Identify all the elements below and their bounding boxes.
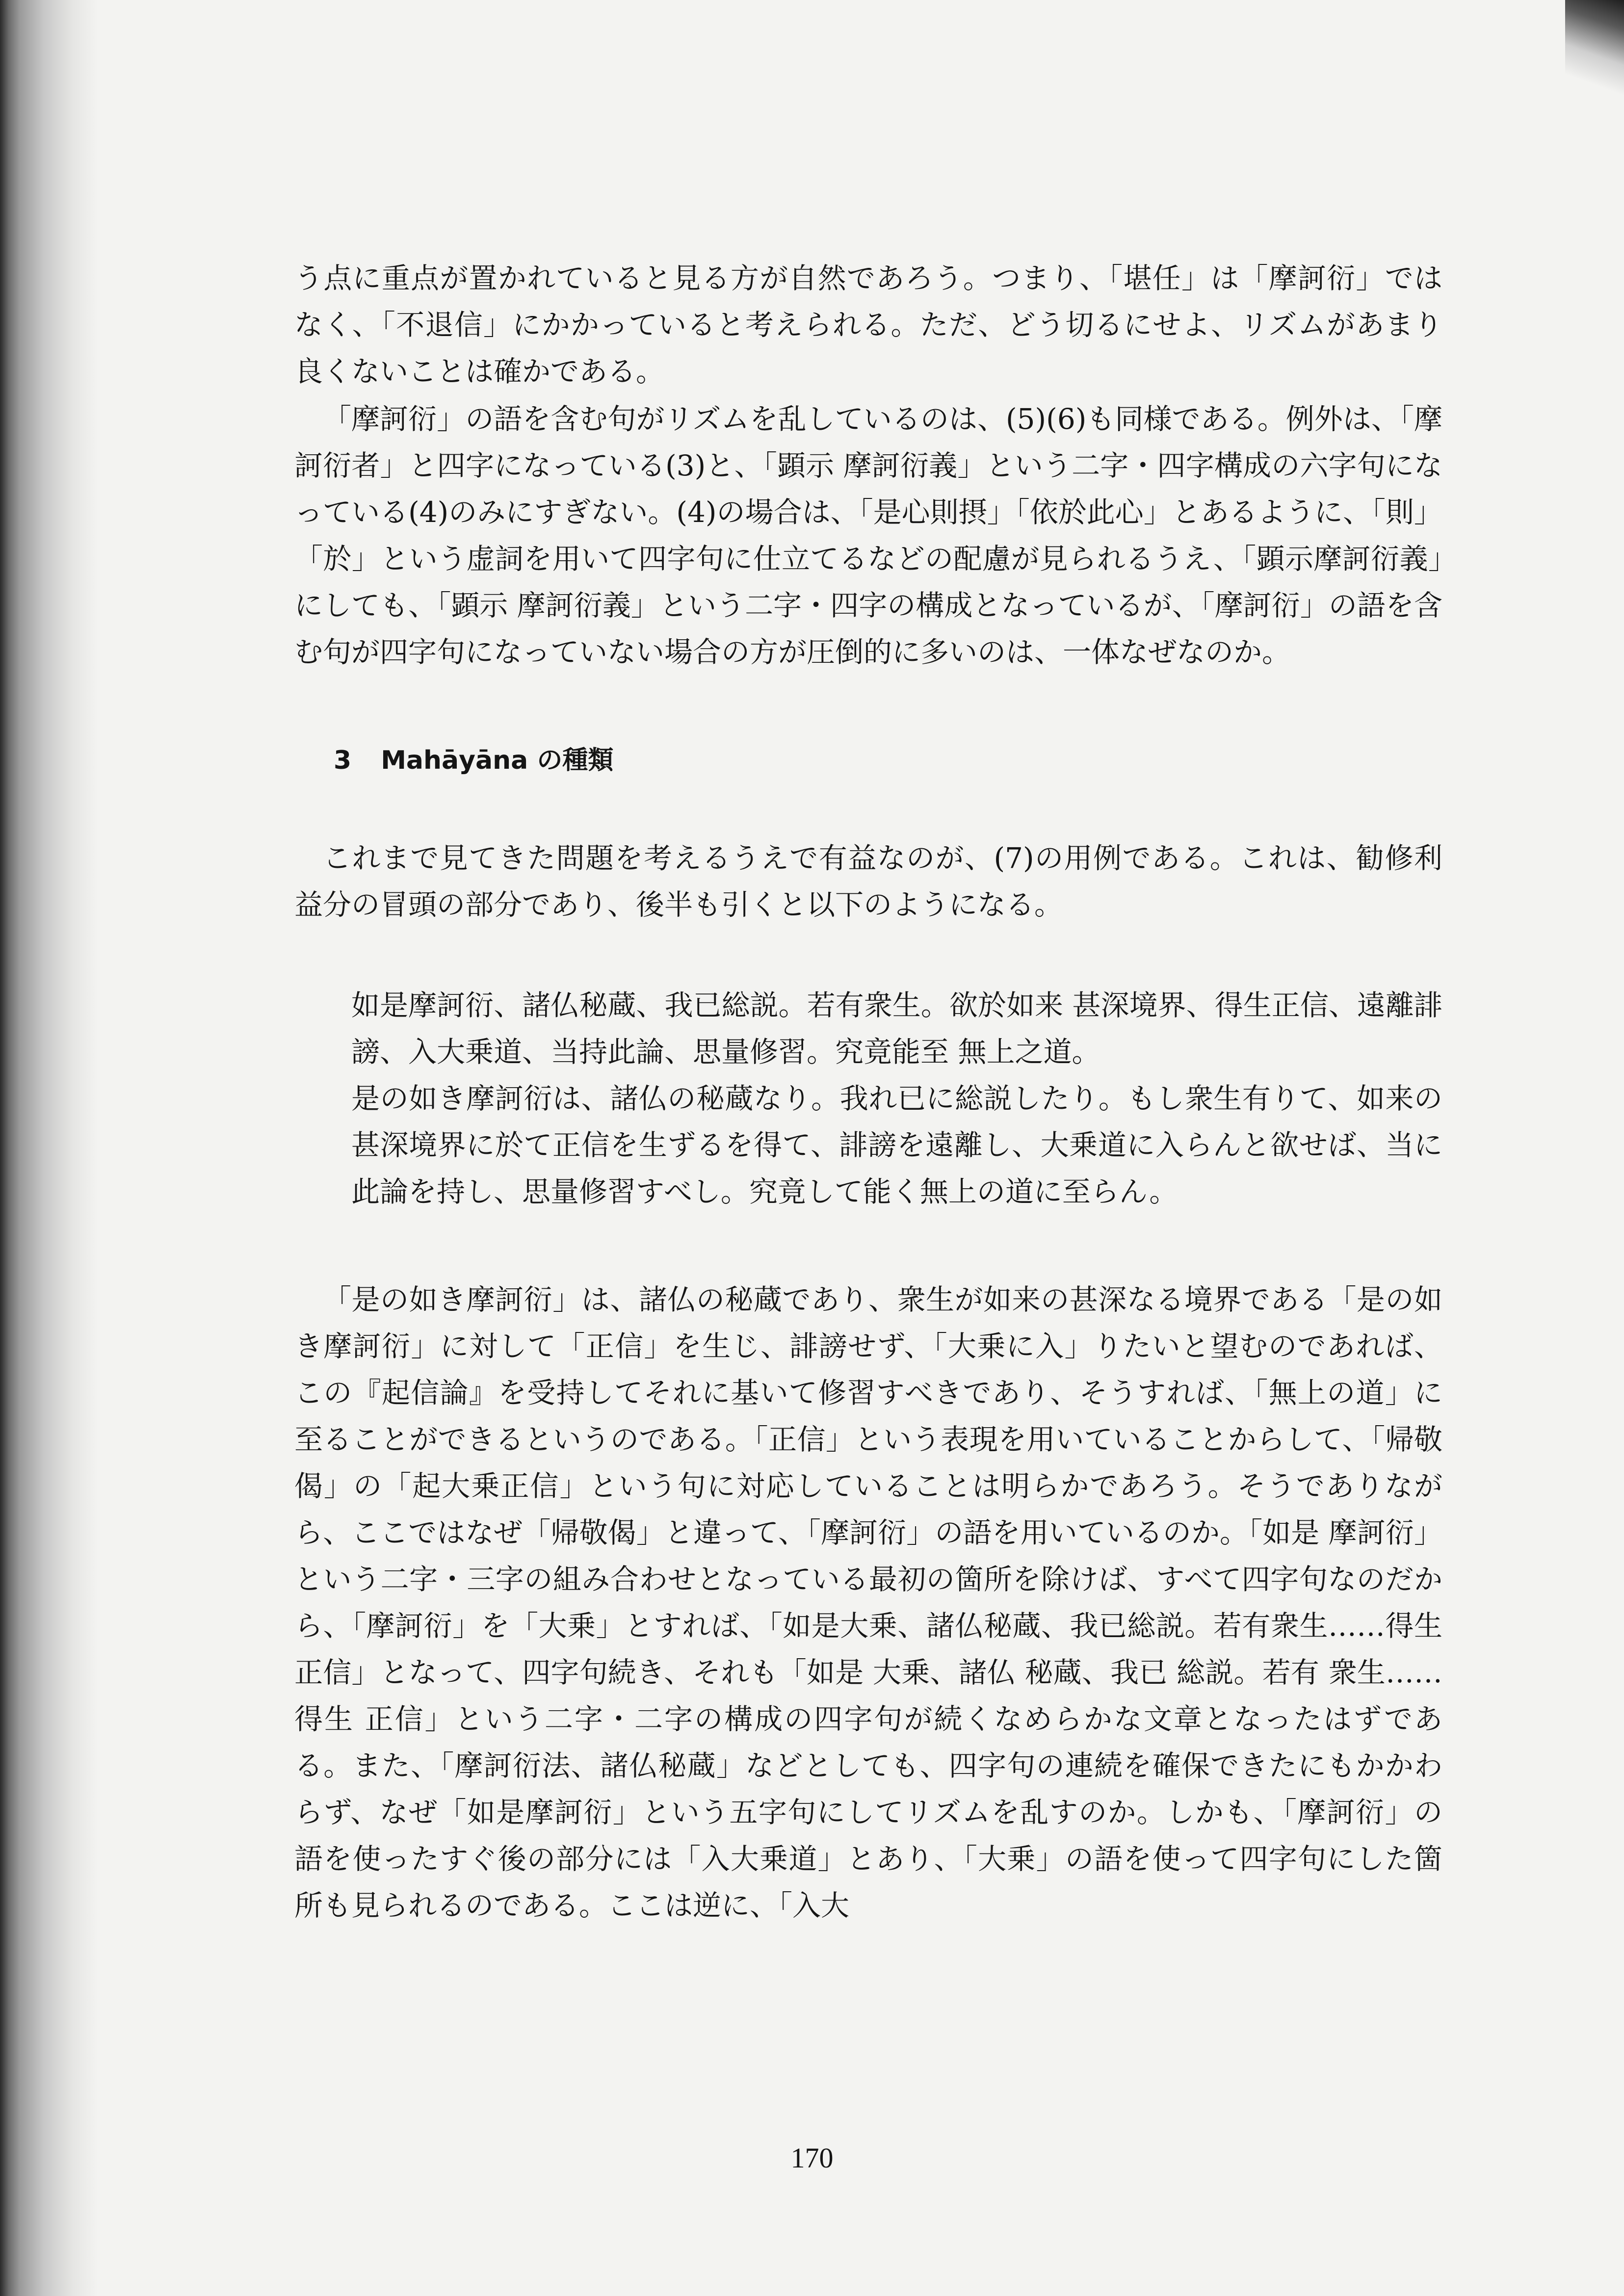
page-body — [294, 255, 1442, 1929]
block-quote — [351, 982, 1442, 1215]
paragraph-rhythm-exceptions: 「摩訶衍」の語を含む句がリズムを乱しているのは、(5)(6)も同様である。例外は、「摩訶衍者」と四字になっている(3)と、「顕示 摩訶衍義」という二字・四字構成の六字句になっている(4)のみにすぎない。(4)の場合は、「是心則摂」「依於此心」とあるように、「則」「於」という虚詞を用いて四字句に仕立てるなどの配慮が見られるうえ、「顕示摩訶衍義」にしても、「顕示 摩訶衍義」という二字・四字の構成となっているが、「摩訶衍」の語を含む句が四字句になっていない場合の方が圧倒的に多いのは、一体なぜなのか。 — [294, 402, 1442, 669]
scan-shadow-edge — [0, 0, 98, 2296]
page-number: 170 — [790, 2142, 834, 2174]
scan-corner-fold — [1565, 0, 1624, 98]
quote-reading-text: 是の如き摩訶衍は、諸仏の秘蔵なり。我れ已に総説したり。もし衆生有りて、如来の甚深境界に於て正信を生ずるを得て、誹謗を遠離し、大乗道に入らんと欲せば、当に此論を持し、思量修習すべし。究竟して能く無上の道に至らん。 — [351, 1082, 1442, 1208]
section-title: Mahāyāna の種類 — [381, 746, 614, 775]
paragraph-analysis: 「是の如き摩訶衍」は、諸仏の秘蔵であり、衆生が如来の甚深なる境界である「是の如き摩訶衍」に対して「正信」を生じ、誹謗せず、「大乗に入」りたいと望むのであれば、この『起信論』を受持してそれに基いて修習すべきであり、そうすれば、「無上の道」に至ることができるというのである。「正信」という表現を用いていることからして、「帰敬偈」の「起大乗正信」という句に対応していることは明らかであろう。そうでありながら、ここではなぜ「帰敬偈」と違って、「摩訶衍」の語を用いているのか。「如是 摩訶衍」という二字・三字の組み合わせとなっている最初の箇所を除けば、すべて四字句なのだから、「摩訶衍」を「大乗」とすれば、「如是大乗、諸仏秘蔵、我已総説。若有衆生……得生正信」となって、四字句続き、それも「如是 大乗、諸仏 秘蔵、我已 総説。若有 衆生……得生 正信」という二字・二字の構成の四字句が続くなめらかな文章となったはずである。また、「摩訶衍法、諸仏秘蔵」などとしても、四字句の連続を確保できたにもかかわらず、なぜ「如是摩訶衍」という五字句にしてリズムを乱すのか。しかも、「摩訶衍」の語を使ったすぐ後の部分には「入大乗道」とあり、「大乗」の語を使って四字句にした箇所も見られるのである。ここは逆に、「入大 — [294, 1283, 1442, 1922]
paragraph-continuation: う点に重点が置かれていると見る方が自然であろう。つまり、「堪任」は「摩訶衍」ではなく、「不退信」にかかっていると考えられる。ただ、どう切るにせよ、リズムがあまり良くないことは確かである。 — [294, 261, 1442, 388]
quote-original-text: 如是摩訶衍、諸仏秘蔵、我已総説。若有衆生。欲於如来 甚深境界、得生正信、遠離誹謗、入大乗道、当持此論、思量修習。究竟能至 無上之道。 — [351, 989, 1442, 1069]
paragraph-intro-example: これまで見てきた問題を考えるうえで有益なのが、(7)の用例である。これは、勧修利益分の冒頭の部分であり、後半も引くと以下のようになる。 — [294, 841, 1442, 921]
section-number: 3 — [334, 746, 352, 775]
section-heading — [334, 739, 1442, 776]
